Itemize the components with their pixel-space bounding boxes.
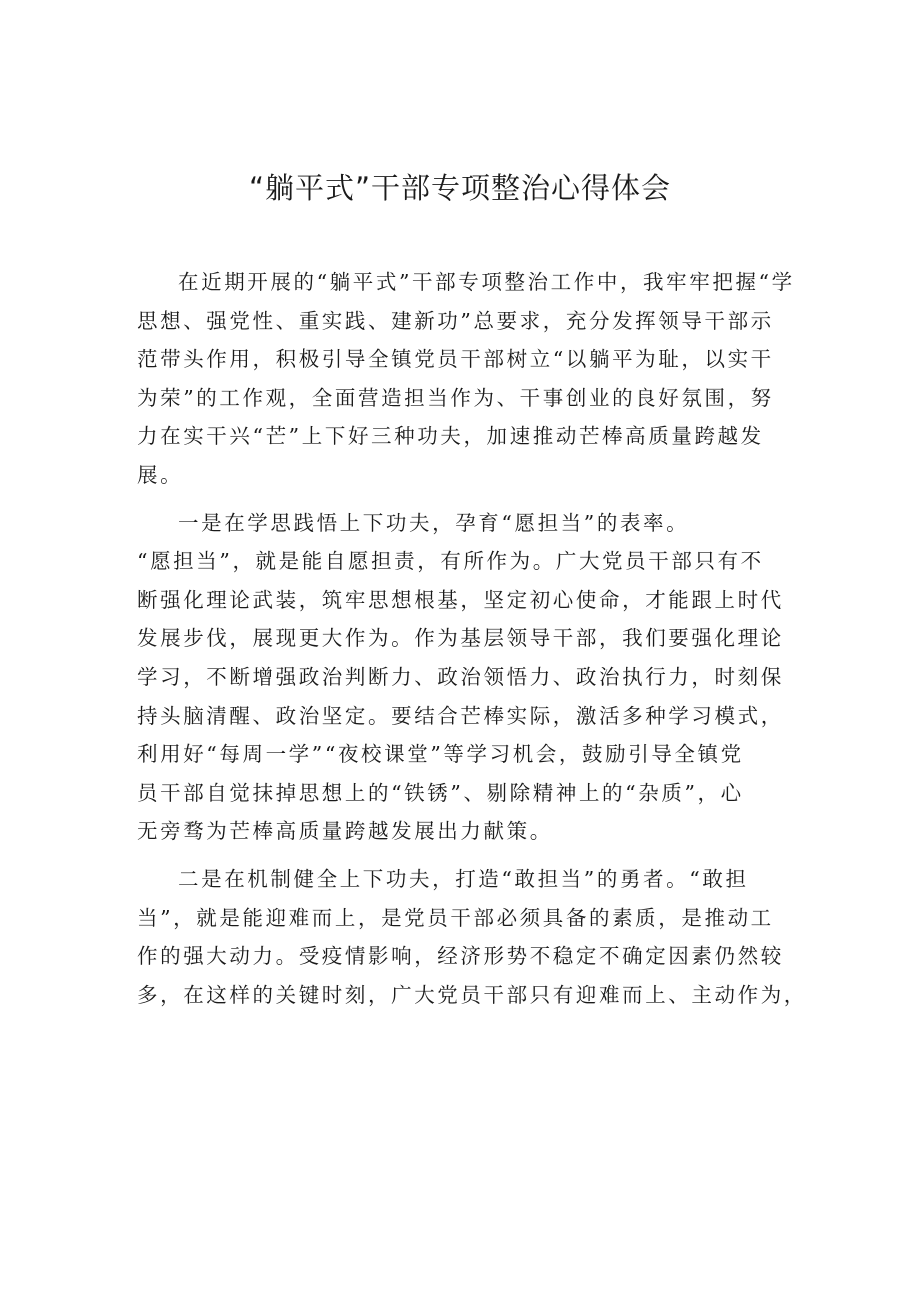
text-line: 当”，就是能迎难而上，是党员干部必须具备的素质，是推动工 [137, 905, 774, 930]
document-title: “躺平式”干部专项整治心得体会 [248, 171, 672, 205]
paragraph-point-two [137, 860, 807, 1014]
text-line: 断强化理论武装，筑牢思想根基，坚定初心使命，才能跟上时代 [137, 587, 784, 612]
text-line: 员干部自觉抹掉思想上的“铁锈”、剔除精神上的“杂质”，心 [137, 780, 744, 805]
text-line: 展。 [137, 462, 184, 487]
text-line: 多，在这样的关键时刻，广大党员干部只有迎难而上、主动作为， [137, 982, 807, 1007]
text-line: 利用好“每周一学”“夜校课堂”等学习机会，鼓励引导全镇党 [137, 742, 744, 767]
document-body [137, 263, 807, 1014]
text-line: 二是在机制健全上下功夫，打造“敢担当”的勇者。“敢担 [178, 866, 749, 891]
text-line: 范带头作用，积极引导全镇党员干部树立“以躺平为耻，以实干 [137, 347, 774, 372]
text-line: 作的强大动力。受疫情影响，经济形势不稳定不确定因素仍然较 [137, 944, 784, 969]
text-line: 为荣”的工作观，全面营造担当作为、干事创业的良好氛围，努 [137, 385, 774, 410]
text-line: 力在实干兴“芒”上下好三种功夫，加速推动芒棒高质量跨越发 [137, 424, 764, 449]
text-line: 思想、强党性、重实践、建新功”总要求，充分发挥领导干部示 [137, 308, 774, 333]
text-line: 学习，不断增强政治判断力、政治领悟力、政治执行力，时刻保 [137, 664, 784, 689]
text-line: 发展步伐，展现更大作为。作为基层领导干部，我们要强化理论 [137, 626, 784, 651]
text-line: 在近期开展的“躺平式”干部专项整治工作中，我牢牢把握“学 [178, 270, 795, 294]
text-line: 持头脑清醒、政治坚定。要结合芒棒实际，激活多种学习模式， [137, 703, 784, 728]
paragraph-intro [137, 263, 795, 495]
text-line: 无旁骛为芒棒高质量跨越发展出力献策。 [137, 819, 553, 844]
paragraph-point-one [137, 504, 789, 851]
text-line: 一是在学思践悟上下功夫，孕育“愿担当”的表率。 [178, 510, 690, 535]
text-line: “愿担当”，就是能自愿担责，有所作为。广大党员干部只有不 [137, 549, 764, 574]
